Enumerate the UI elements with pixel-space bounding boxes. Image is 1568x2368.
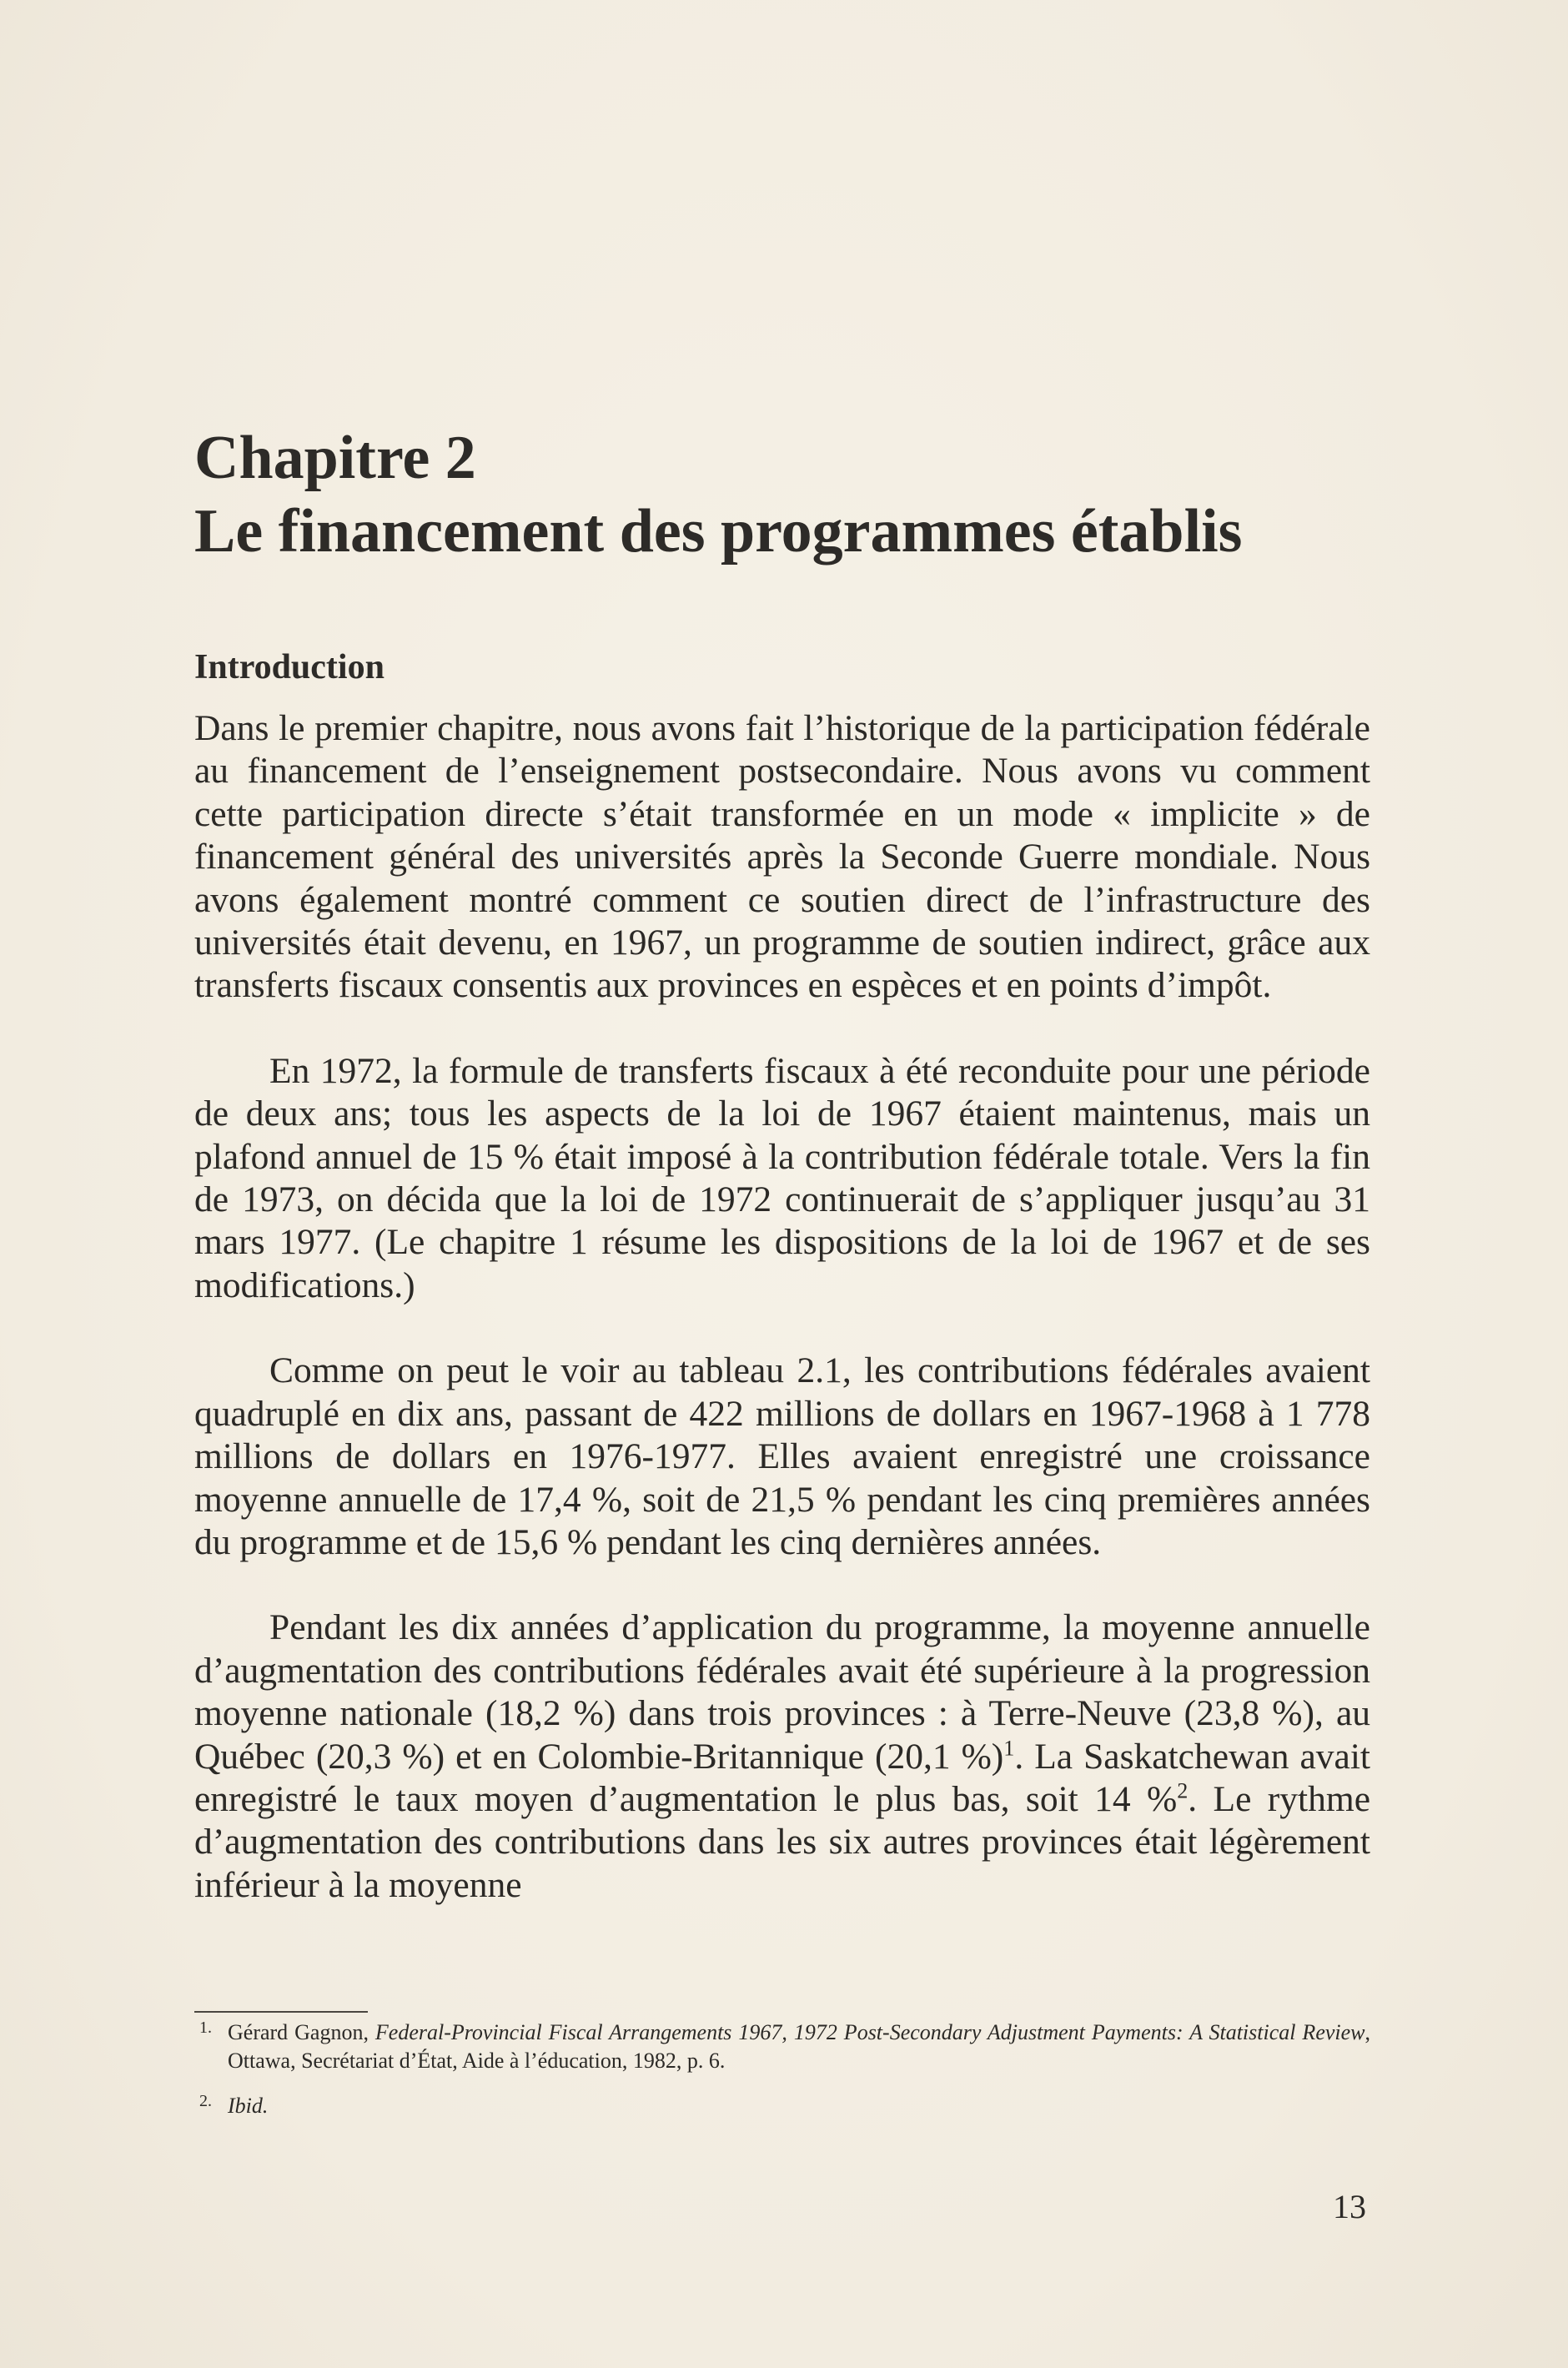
- footnote: [194, 2092, 1370, 2120]
- paragraph-text: . Le rythme d’augmentation des contributions dans les six autres provinces était légèrement inférieur à la moyenne: [194, 1778, 1371, 1905]
- footnote-work-title: Ibid.: [228, 2094, 269, 2118]
- paragraph: Comme on peut le voir au tableau 2.1, les contributions fédérales avaient quadruplé en dix ans, passant de 422 millions de dollars en 1967-1968 à 1 778 millions de dollars en 1976-1977. Elles avaient enregistré une croissance moyenne annuelle de 17,4 %, soit de 21,5 % pendant les cinq premières années du programme et de 15,6 % pendant les cinq dernières années.: [194, 1350, 1370, 1562]
- paragraph: [194, 1606, 1370, 1907]
- footnotes: [194, 2019, 1370, 2137]
- chapter-number: Chapitre 2: [194, 424, 476, 492]
- footnote-divider: [194, 2011, 368, 2013]
- paragraph: En 1972, la formule de transferts fiscaux à été reconduite pour une période de deux ans; tous les aspects de la loi de 1967 étaient maintenus, mais un plafond annuel de 15 % était imposé à la contribution fédérale totale. Vers la fin de 1973, on décida que la loi de 1972 continuerait de s’appliquer jusqu’au 31 mars 1977. (Le chapitre 1 résume les dispositions de la loi de 1967 et de ses modifications.): [194, 1050, 1370, 1305]
- footnote-author: Gérard Gagnon,: [228, 2020, 375, 2044]
- page-number: 13: [1333, 2188, 1366, 2225]
- paragraph-text: . La Saskatchewan avait enregistré le taux moyen d’augmentation le plus bas, soit 14 %: [194, 1736, 1370, 1819]
- paragraph: Dans le premier chapitre, nous avons fait l’historique de la participation fédérale au financement de l’enseignement postsecondaire. Nous avons vu comment cette participation directe s’était transformée en un mode « implicite » de financement général des universités après la Seconde Guerre mondiale. Nous avons également montré comment ce soutien direct de l’infrastructure des universités était devenu, en 1967, un programme de soutien indirect, grâce aux transferts fiscaux consentis aux provinces en espèces et en points d’impôt.: [194, 708, 1370, 1006]
- footnote-number: 1.: [199, 2019, 212, 2037]
- chapter-title: Le financement des programmes établis: [194, 497, 1243, 566]
- paragraph-text: Pendant les dix années d’application du programme, la moyenne annuelle d’augmentation des contributions fédérales avait été supérieure à la progression moyenne nationale (18,2 %) dans trois provinces : à Terre-Neuve (23,8 %), au Québec (20,3 %) et en Colombie-Britannique (20,1 %): [194, 1607, 1370, 1777]
- footnote-publication: , Ottawa, Secrétariat d’État, Aide à l’éducation, 1982, p. 6.: [228, 2020, 1370, 2073]
- section-heading: Introduction: [194, 648, 384, 686]
- chapter-heading: [194, 421, 1395, 568]
- footnote-number: 2.: [199, 2092, 212, 2110]
- footnote-reference: 1: [1003, 1736, 1015, 1761]
- footnote-reference: 2: [1177, 1778, 1189, 1803]
- footnote-work-title: Federal-Provincial Fiscal Arrangements 1967, 1972 Post-Secondary Adjustment Payments: A Statistical Review: [374, 2020, 1365, 2044]
- body-text: [194, 707, 1370, 1907]
- footnote: [194, 2019, 1370, 2075]
